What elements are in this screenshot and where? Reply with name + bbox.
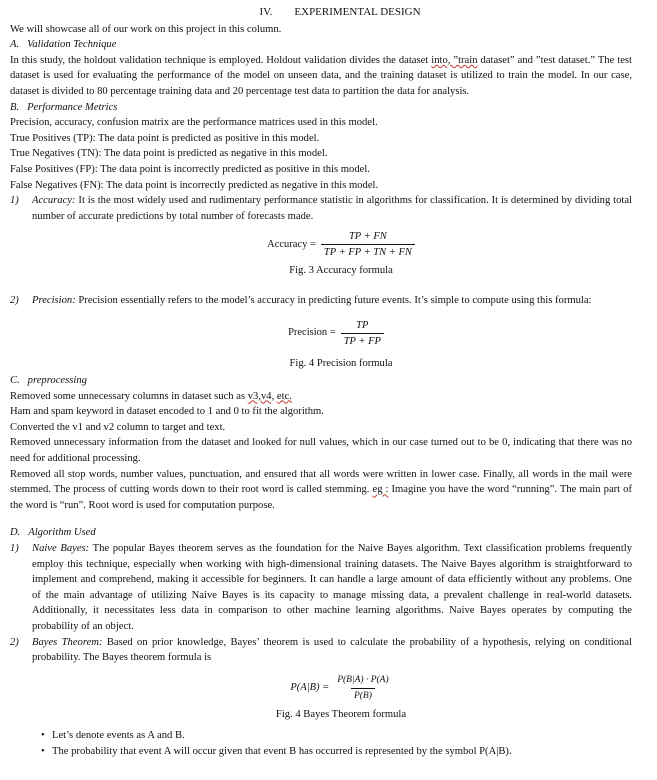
subsection-title: Validation Technique [27, 39, 117, 51]
metrics-line: True Negatives (TN): The data point is predicted as negative in this model. [10, 148, 328, 160]
item-term: Accuracy: [32, 195, 76, 207]
spellcheck-underline: v3,v4, [247, 390, 275, 402]
figure-caption: Fig. 4 Precision formula [289, 357, 393, 369]
validation-paragraph [10, 53, 632, 100]
equation-numerator: P(B|A) · P(A) [337, 674, 389, 685]
preprocessing-text: Removed all stop words, number values, punctuation, and ensured that all words were written in lower case. Finally, all words in the mail were stemmed. The process of cutting words down to their root word is called stemming. [10, 468, 632, 496]
subsection-label: B. [10, 101, 20, 113]
validation-text-b: dataset” and ”test dataset.” The test dataset is used for evaluating the performance of the model on unseen data, and the training dataset is utilized to train the model. In our case, dataset is divided to 80 percentage training data and 20 percentage test data to partition the data for analysis. [10, 54, 633, 97]
item-term: Precision: [32, 294, 76, 306]
equation-lhs: Accuracy = [267, 239, 316, 251]
subsection-label: A. [10, 39, 20, 51]
item-text: Based on prior knowledge, Bayes’ theorem is used to calculate the probability of a hypothesis, relying on conditional probability. The Bayes theorem formula is [32, 636, 632, 664]
figure-caption: Fig. 3 Accuracy formula [289, 265, 393, 277]
item-term: Bayes Theorem: [32, 636, 103, 648]
subsection-label: C. [10, 375, 20, 387]
figure-caption: Fig. 4 Bayes Theorem formula [275, 708, 407, 720]
subsection-algorithm-heading [10, 525, 632, 541]
item-term: Naive Bayes: [32, 543, 90, 555]
equation-fraction [321, 230, 415, 259]
equation-fraction [341, 319, 384, 348]
item-number: 2) [10, 636, 19, 648]
subsection-metrics-heading [10, 100, 632, 116]
bayes-equation [10, 674, 632, 703]
bayes-theorem-item [10, 635, 632, 666]
equation-numerator: TP [356, 319, 369, 331]
validation-text-a: In this study, the holdout validation technique is employed. Holdout validation divides the dataset [10, 54, 429, 66]
accuracy-equation [10, 230, 632, 259]
intro-paragraph: We will showcase all of our work on this project in this column. [10, 23, 282, 35]
spellcheck-underline: into, ”train [431, 54, 478, 66]
section-title: EXPERIMENTAL DESIGN [294, 6, 421, 18]
item-number: 1) [10, 543, 19, 555]
equation-lhs: Precision = [288, 327, 336, 339]
metrics-line: True Positives (TP): The data point is predicted as positive in this model. [10, 132, 320, 144]
preprocessing-text: Removed some unnecessary columns in dataset such as [10, 390, 246, 402]
item-number: 2) [10, 294, 19, 306]
bullet-item: • Let’s denote events as A and B. [52, 728, 632, 744]
preprocessing-line [10, 389, 632, 405]
subsection-preprocessing-heading [10, 373, 632, 389]
precision-equation [10, 319, 632, 348]
document-page [10, 5, 632, 760]
subsection-label: D. [10, 527, 21, 539]
naive-bayes-item [10, 541, 632, 635]
spellcheck-underline: etc. [276, 390, 292, 402]
metrics-line: Precision, accuracy, confusion matrix are the performance matrices used in this model. [10, 117, 378, 129]
equation-denominator: TP + FP [341, 333, 384, 348]
equation-lhs: P(A|B) = [290, 682, 330, 694]
preprocessing-line: Removed unnecessary information from the dataset and looked for null values, which in our case turned out to be 0, indicating that there was no need for additional processing. [10, 437, 632, 465]
equation-numerator: TP + FN [348, 231, 387, 243]
spellcheck-underline: eg : [372, 484, 389, 496]
equation-fraction [334, 674, 391, 703]
preprocessing-text: Imagine you have the word “running”. The main part of the word is “run”. Root word is used for computation purpose. [10, 484, 632, 511]
subsection-title: Algorithm Used [28, 527, 96, 539]
metrics-line: False Negatives (FN): The data point is incorrectly predicted as negative in this model. [10, 179, 379, 191]
item-text: The popular Bayes theorem serves as the foundation for the Naive Bayes algorithm. Text classification problems frequently employ this technique, especially when working with high-dimensional training datasets. The Naive Bayes algorithm is straightforward to implement and comprehend, making it accessible for beginners. It can handle a large amount of data efficiently without any problems. One of the main advantage of utilizing Naive Bayes is its capacity to manage missing data, a prevalent challenge in real-world datasets. Additionally, it necessitates less data in comparison to other machine learning algorithms. Naive Bayes operates by computing the probability of an object. [32, 543, 632, 632]
item-number: 1) [10, 195, 19, 207]
equation-denominator: P(B) [351, 688, 375, 703]
equation-denominator: TP + FP + TN + FN [321, 244, 415, 259]
section-heading [10, 5, 632, 21]
item-text: Precision essentially refers to the model’s accuracy in predicting future events. It’s simple to compute using this formula: [78, 294, 592, 306]
subsection-validation-heading [10, 37, 632, 53]
metrics-line: False Positives (FP): The data point is incorrectly predicted as positive in this model. [10, 163, 370, 175]
precision-item [10, 293, 632, 309]
item-text: It is the most widely used and rudimentary performance statistic in algorithms for classification. It is determined by dividing total number of accurate predictions by total number of forecasts made. [32, 195, 632, 222]
accuracy-item [10, 193, 632, 224]
bullet-item: • The probability that event A will occur given that event B has occurred is represented by the symbol P(A|B). [52, 744, 632, 760]
section-number: IV. [259, 6, 273, 18]
preprocessing-line [10, 467, 632, 514]
subsection-title: Performance Metrics [27, 101, 118, 113]
subsection-title: preprocessing [27, 375, 87, 387]
preprocessing-line: Converted the v1 and v2 column to target and text. [10, 421, 226, 433]
preprocessing-line: Ham and spam keyword in dataset encoded to 1 and 0 to fit the algorithm. [10, 406, 324, 418]
bullet-list [10, 728, 632, 759]
